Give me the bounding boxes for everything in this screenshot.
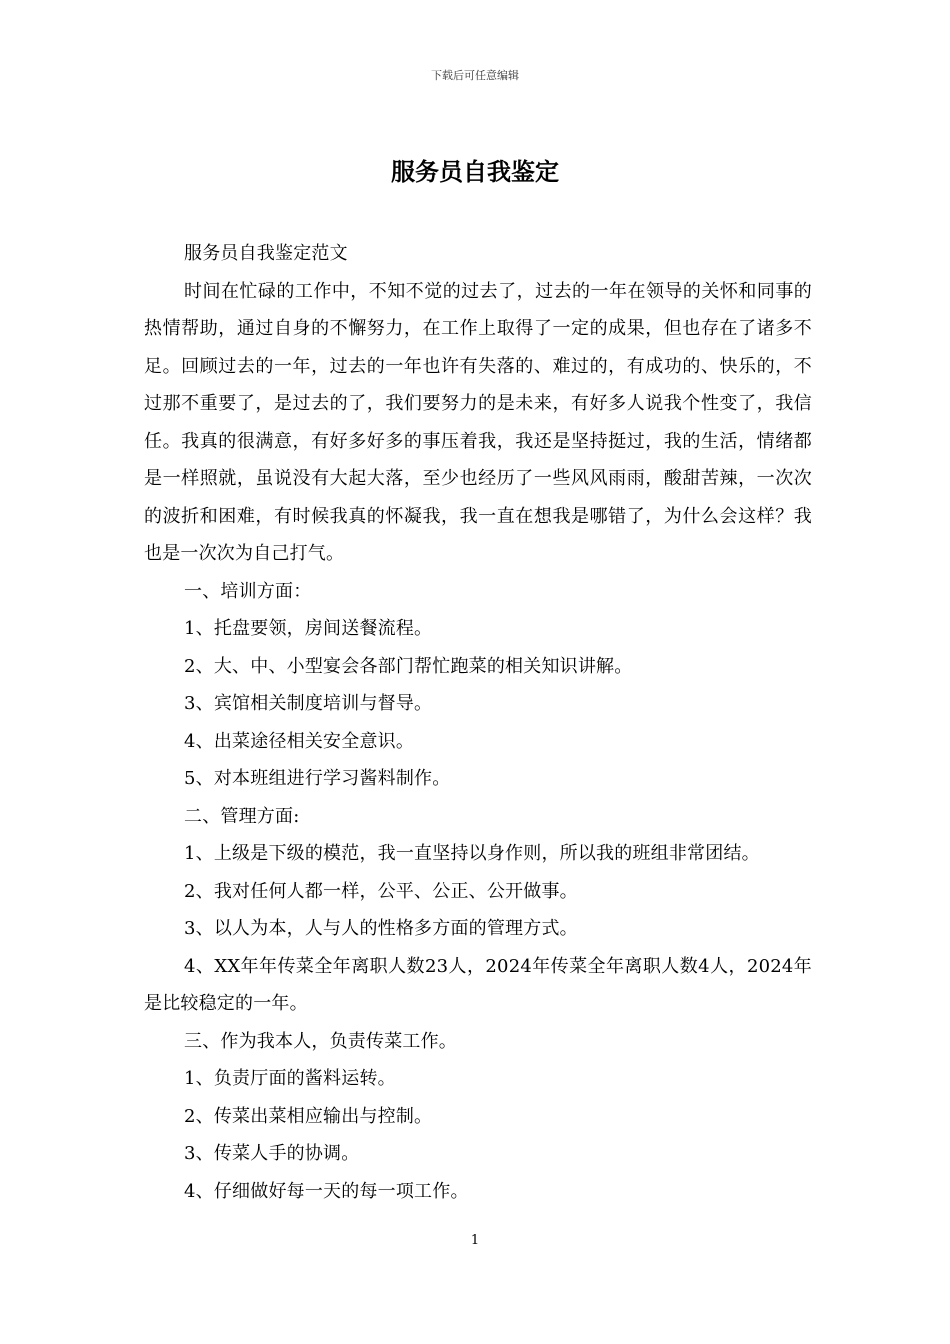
page-number: 1 — [470, 1233, 480, 1248]
list-item: 1、托盘要领，房间送餐流程。 — [184, 618, 433, 639]
list-item: 2、传菜出菜相应输出与控制。 — [184, 1105, 433, 1127]
list-item: 4、出菜途径相关安全意识。 — [184, 730, 415, 752]
section-heading-training: 一、培训方面： — [184, 580, 312, 602]
list-item: 5、对本班组进行学习酱料制作。 — [184, 768, 451, 789]
section-heading-personal: 三、作为我本人，负责传菜工作。 — [184, 1030, 457, 1052]
list-item: 3、以人为本，人与人的性格多方面的管理方式。 — [184, 918, 578, 939]
list-item: 4、XX年年传菜全年离职人数23人，2024年传菜全年离职人数4人，2024年是比较稳定的一年。 — [144, 955, 812, 1014]
header-note: 下载后可任意编辑 — [431, 69, 519, 82]
paragraph-intro: 时间在忙碌的工作中，不知不觉的过去了，过去的一年在领导的关怀和同事的热情帮助，通过自身的不懈努力，在工作上取得了一定的成果，但也存在了诸多不足。回顾过去的一年，过去的一年也许有失落的、难过的，有成功的、快乐的，不过那不重要了，是过去的了，我们要努力的是未来，有好多人说我个性变了，我信任。我真的很满意，有好多好多的事压着我，我还是坚持挺过，我的生活，情绪都是一样照就，虽说没有大起大落，至少也经历了一些风风雨雨，酸甜苦辣，一次次的波折和困难，有时候我真的怀凝我，我一直在想我是哪错了，为什么会这样？我也是一次次为自己打气。 — [144, 280, 812, 564]
paragraph-subtitle: 服务员自我鉴定范文 — [184, 243, 348, 264]
list-item: 3、传菜人手的协调。 — [184, 1143, 360, 1164]
list-item: 1、负责厅面的酱料运转。 — [184, 1068, 396, 1089]
list-item: 3、宾馆相关制度培训与督导。 — [184, 693, 433, 714]
document-title: 服务员自我鉴定 — [391, 157, 559, 186]
list-item: 2、我对任何人都一样，公平、公正、公开做事。 — [184, 880, 578, 902]
section-heading-management: 二、管理方面: — [184, 805, 300, 827]
document-body — [144, 235, 812, 1210]
list-item: 4、仔细做好每一天的每一项工作。 — [184, 1180, 469, 1202]
list-item: 1、上级是下级的模范，我一直坚持以身作则，所以我的班组非常团结。 — [184, 843, 760, 864]
list-item: 2、大、中、小型宴会各部门帮忙跑菜的相关知识讲解。 — [184, 655, 633, 677]
